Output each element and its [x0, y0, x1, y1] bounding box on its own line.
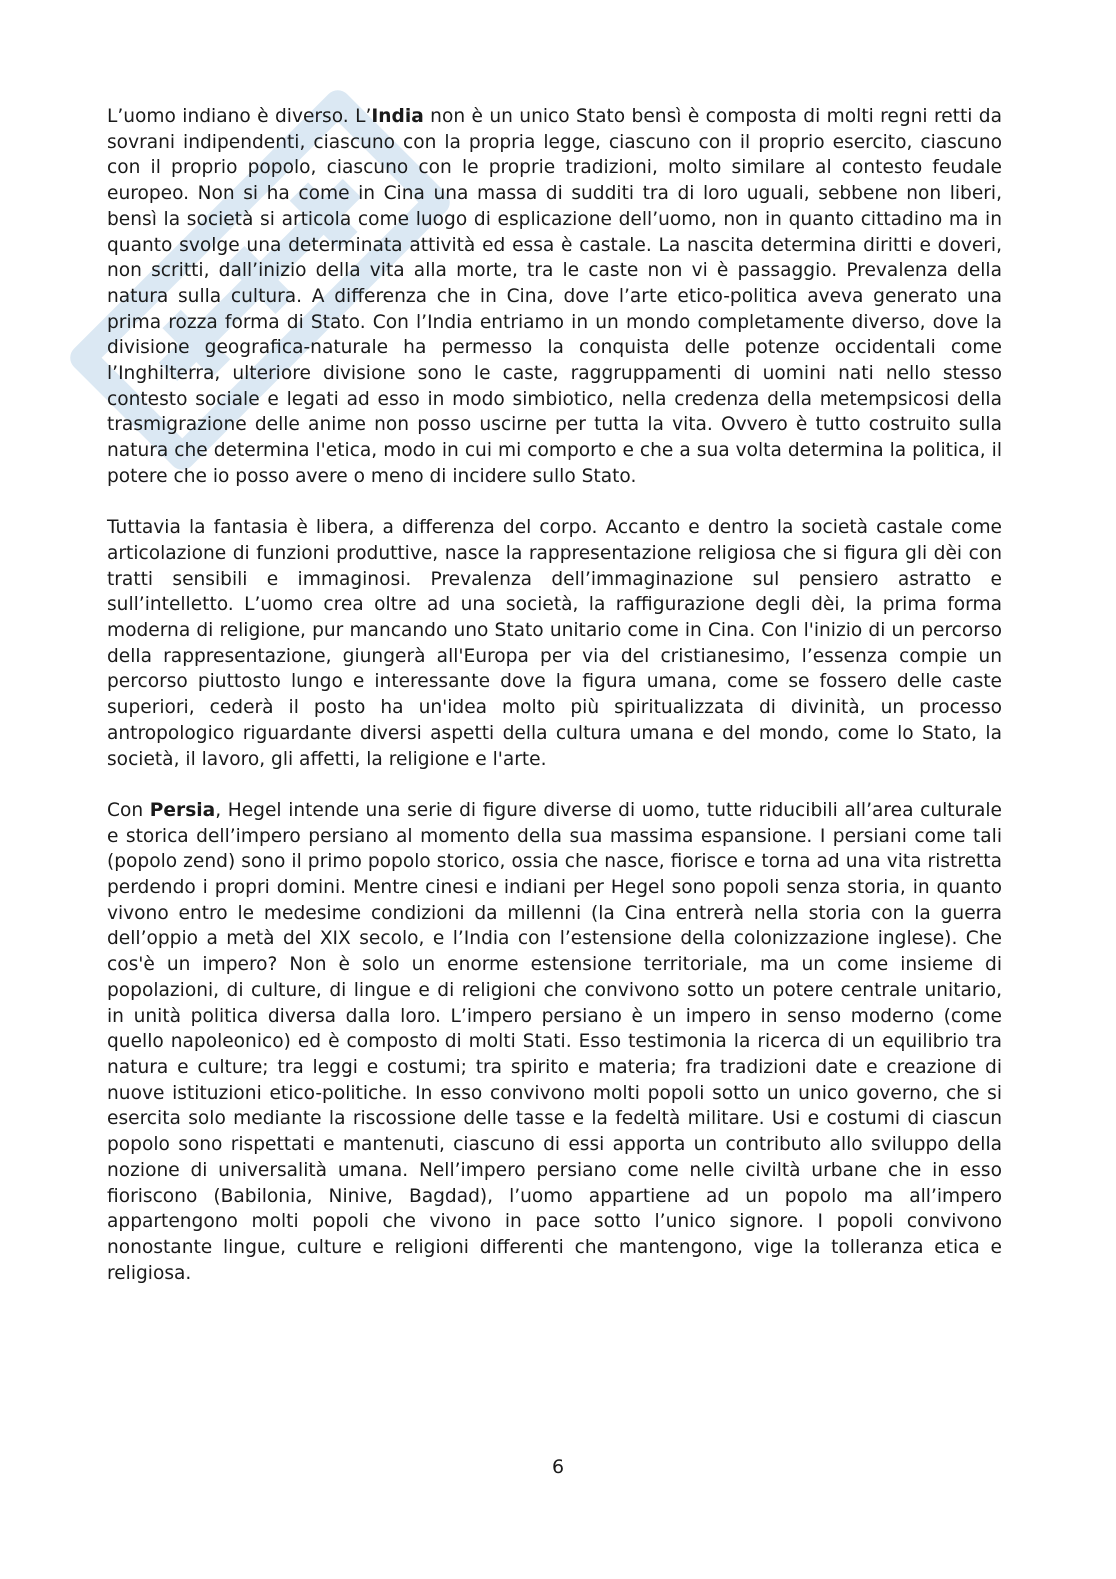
page-number: 6	[551, 1456, 565, 1478]
paragraph-persia	[107, 798, 1002, 1286]
text-segment: non è un unico Stato bensì è composta di molti regni retti da sovrani indipendenti, ciascuno con la propria legge, ciascuno con il proprio esercito, ciascuno con il proprio popolo, ciascuno con le proprie tradizioni, molto similare al contesto feudale europeo. Non si ha come in Cina una massa di sudditi tra di loro uguali, sebbene non liberi, bensì la società si articola come luogo di esplicazione dell’uomo, non in quanto cittadino ma in quanto svolge una determinata attività ed essa è castale. La nascita determina diritti e doveri, non scritti, dall’inizio della vita alla morte, tra le caste non vi è passaggio. Prevalenza della natura sulla cultura. A differenza che in Cina, dove l’arte etico-politica aveva generato una prima rozza forma di Stato. Con l’India entriamo in un mondo completamente diverso, dove la divisione geografica-naturale ha permesso la conquista delle potenze occidentali come l’Inghilterra, ulteriore divisione sono le caste, raggruppamenti di uomini nati nello stesso contesto sociale e legati ad esso in modo simbiotico, nella credenza della metempsicosi della trasmigrazione delle anime non posso uscirne per tutta la vita. Ovvero è tutto costruito sulla natura che determina l'etica, modo in cui mi comporto e che a sua volta determina la politica, il potere che io posso avere o meno di incidere sullo Stato.	[107, 106, 1002, 487]
paragraph-fantasia	[107, 515, 1002, 772]
paragraph-india	[107, 104, 1002, 490]
text-segment: Tuttavia la fantasia è libera, a differenza del corpo. Accanto e dentro la società castale come articolazione di funzioni produttive, nasce la rappresentazione religiosa che si figura gli dèi con tratti sensibili e immaginosi. Prevalenza dell’immaginazione sul pensiero astratto e sull’intelletto. L’uomo crea oltre ad una società, la raffigurazione degli dèi, la prima forma moderna di religione, pur mancando uno Stato unitario come in Cina. Con l'inizio di un percorso della rappresentazione, giungerà all'Europa per via del cristianesimo, l’essenza compie un percorso piuttosto lungo e interessante dove la figura umana, come se fossero delle caste superiori, cederà il posto ha un'idea molto più spiritualizzata di divinità, un processo antropologico riguardante diversi aspetti della cultura umana e del mondo, come lo Stato, la società, il lavoro, gli affetti, la religione e l'arte.	[107, 517, 1002, 770]
text-segment: L’uomo indiano è diverso. L’	[107, 106, 372, 127]
text-segment: Con	[107, 799, 150, 821]
bold-term-persia: Persia	[149, 799, 216, 821]
document-page	[107, 104, 1002, 1286]
bold-term-india: India	[371, 106, 424, 127]
text-segment: , Hegel intende una serie di figure diverse di uomo, tutte riducibili all’area culturale e storica dell’impero persiano al momento della sua massima espansione. I persiani come tali (popolo zend) sono il primo popolo storico, ossia che nasce, fiorisce e torna ad una vita ristretta perdendo i propri domini. Mentre cinesi e indiani per Hegel sono popoli senza storia, in quanto vivono entro le medesime condizioni da millenni (la Cina entrerà nella storia con la guerra dell’oppio a metà del XIX secolo, e l’India con l’estensione della colonizzazione inglese). Che cos'è un impero? Non è solo un enorme estensione territoriale, ma un come insieme di popolazioni, di culture, di lingue e di religioni che convivono sotto un potere centrale unitario, in unità politica diversa dalla loro. L’impero persiano è un impero in senso moderno (come quello napoleonico) ed è composto di molti Stati. Esso testimonia la ricerca di un equilibrio tra natura e culture; tra leggi e costumi; tra spirito e materia; fra tradizioni date e creazione di nuove istituzioni etico-politiche. In esso convivono molti popoli sotto un unico governo, che si esercita solo mediante la riscossione delle tasse e la fedeltà militare. Usi e costumi di ciascun popolo sono rispettati e mantenuti, ciascuno di essi apporta un contributo allo sviluppo della nozione di universalità umana. Nell’impero persiano come nelle civiltà urbane che in esso fioriscono (Babilonia, Ninive, Bagdad), l’uomo appartiene ad un popolo ma all’impero appartengono molti popoli che vivono in pace sotto l’unico signore. I popoli convivono nonostante lingue, culture e religioni differenti che mantengono, vige la tolleranza etica e religiosa.	[107, 799, 1002, 1284]
